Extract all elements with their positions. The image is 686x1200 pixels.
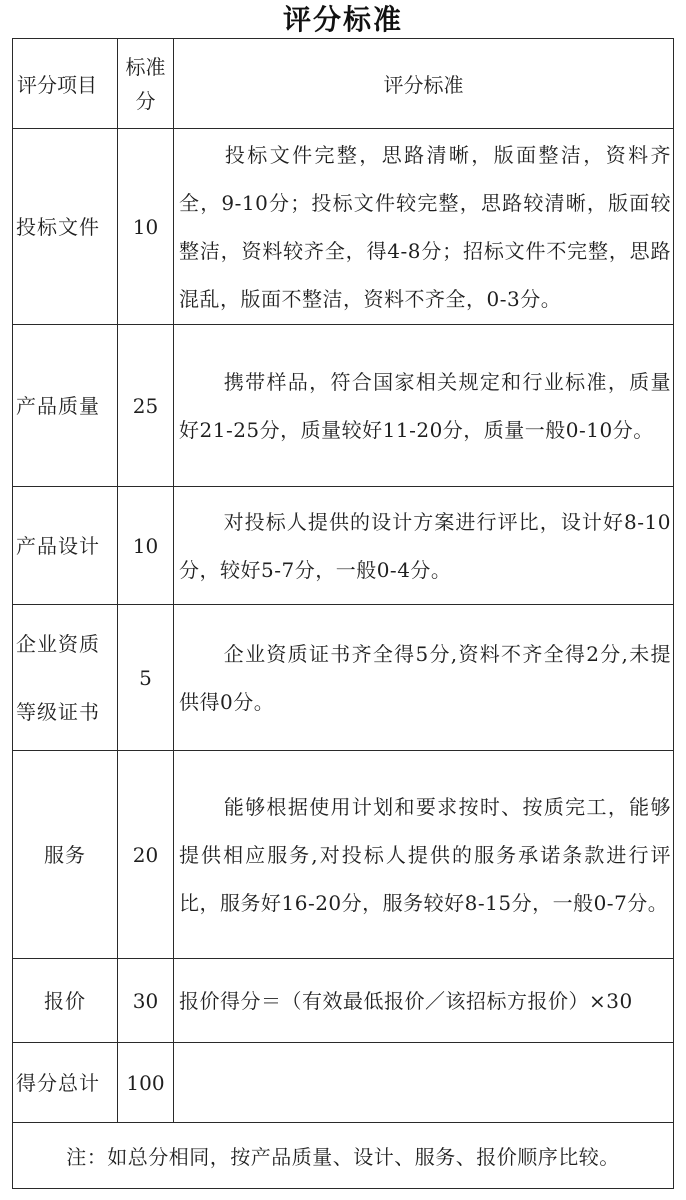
header-standard-score [118, 39, 174, 129]
row-criteria-text: 携带样品，符合国家相关规定和行业标准，质量好21-25分，质量较好11-20分，质量一般0-10分。 [179, 369, 671, 442]
row-item-line1: 企业资质 [16, 631, 100, 656]
scoring-table [12, 38, 674, 1189]
row-item-product-quality: 产品质量 [13, 325, 118, 487]
header-standard-line2: 分 [135, 88, 156, 113]
row-criteria-text: 能够根据使用计划和要求按时、按质完工，能够提供相应服务,对投标人提供的服务承诺条款进行评比，服务好16-20分，服务较好8-15分，一般0-7分。 [179, 794, 671, 915]
row-criteria-text: 投标文件完整，思路清晰，版面整洁，资料齐全，9-10分；投标文件较完整，思路较清晰，版面较整洁，资料较齐全，得4-8分；招标文件不完整，思路混乱，版面不整洁，资料不齐全，0-3分。 [179, 142, 671, 311]
table-row [13, 1043, 674, 1123]
row-criteria [174, 751, 674, 959]
table-row [13, 325, 674, 487]
row-criteria [174, 325, 674, 487]
header-standard-line1: 标准 [125, 54, 166, 79]
row-item-service: 服务 [13, 751, 118, 959]
row-criteria [174, 605, 674, 751]
table-header-row [13, 39, 674, 129]
footnote: 注：如总分相同，按产品质量、设计、服务、报价顺序比较。 [13, 1123, 674, 1189]
row-score: 10 [118, 129, 174, 325]
table-row [13, 959, 674, 1043]
row-criteria-text: 对投标人提供的设计方案进行评比，设计好8-10分，较好5-7分，一般0-4分。 [179, 509, 671, 582]
row-score: 5 [118, 605, 174, 751]
row-score: 25 [118, 325, 174, 487]
row-criteria-empty [174, 1043, 674, 1123]
page-title: 评分标准 [282, 3, 403, 36]
row-score: 100 [118, 1043, 174, 1123]
row-score: 10 [118, 487, 174, 605]
row-item-price: 报价 [13, 959, 118, 1043]
row-item-product-design: 产品设计 [13, 487, 118, 605]
row-criteria: 报价得分＝（有效最低报价／该招标方报价）×30 [174, 959, 674, 1043]
row-criteria-text: 企业资质证书齐全得5分,资料不齐全得2分,未提供得0分。 [179, 641, 671, 714]
header-criteria: 评分标准 [174, 39, 674, 129]
row-criteria [174, 129, 674, 325]
row-criteria [174, 487, 674, 605]
row-score: 20 [118, 751, 174, 959]
table-row [13, 751, 674, 959]
note-row [13, 1123, 674, 1189]
row-score: 30 [118, 959, 174, 1043]
table-row [13, 605, 674, 751]
row-item-bid-documents: 投标文件 [13, 129, 118, 325]
header-item: 评分项目 [13, 39, 118, 129]
row-item-total: 得分总计 [13, 1043, 118, 1123]
row-item-line2: 等级证书 [16, 699, 100, 724]
table-row [13, 129, 674, 325]
table-row [13, 487, 674, 605]
row-item-qualification [13, 605, 118, 751]
